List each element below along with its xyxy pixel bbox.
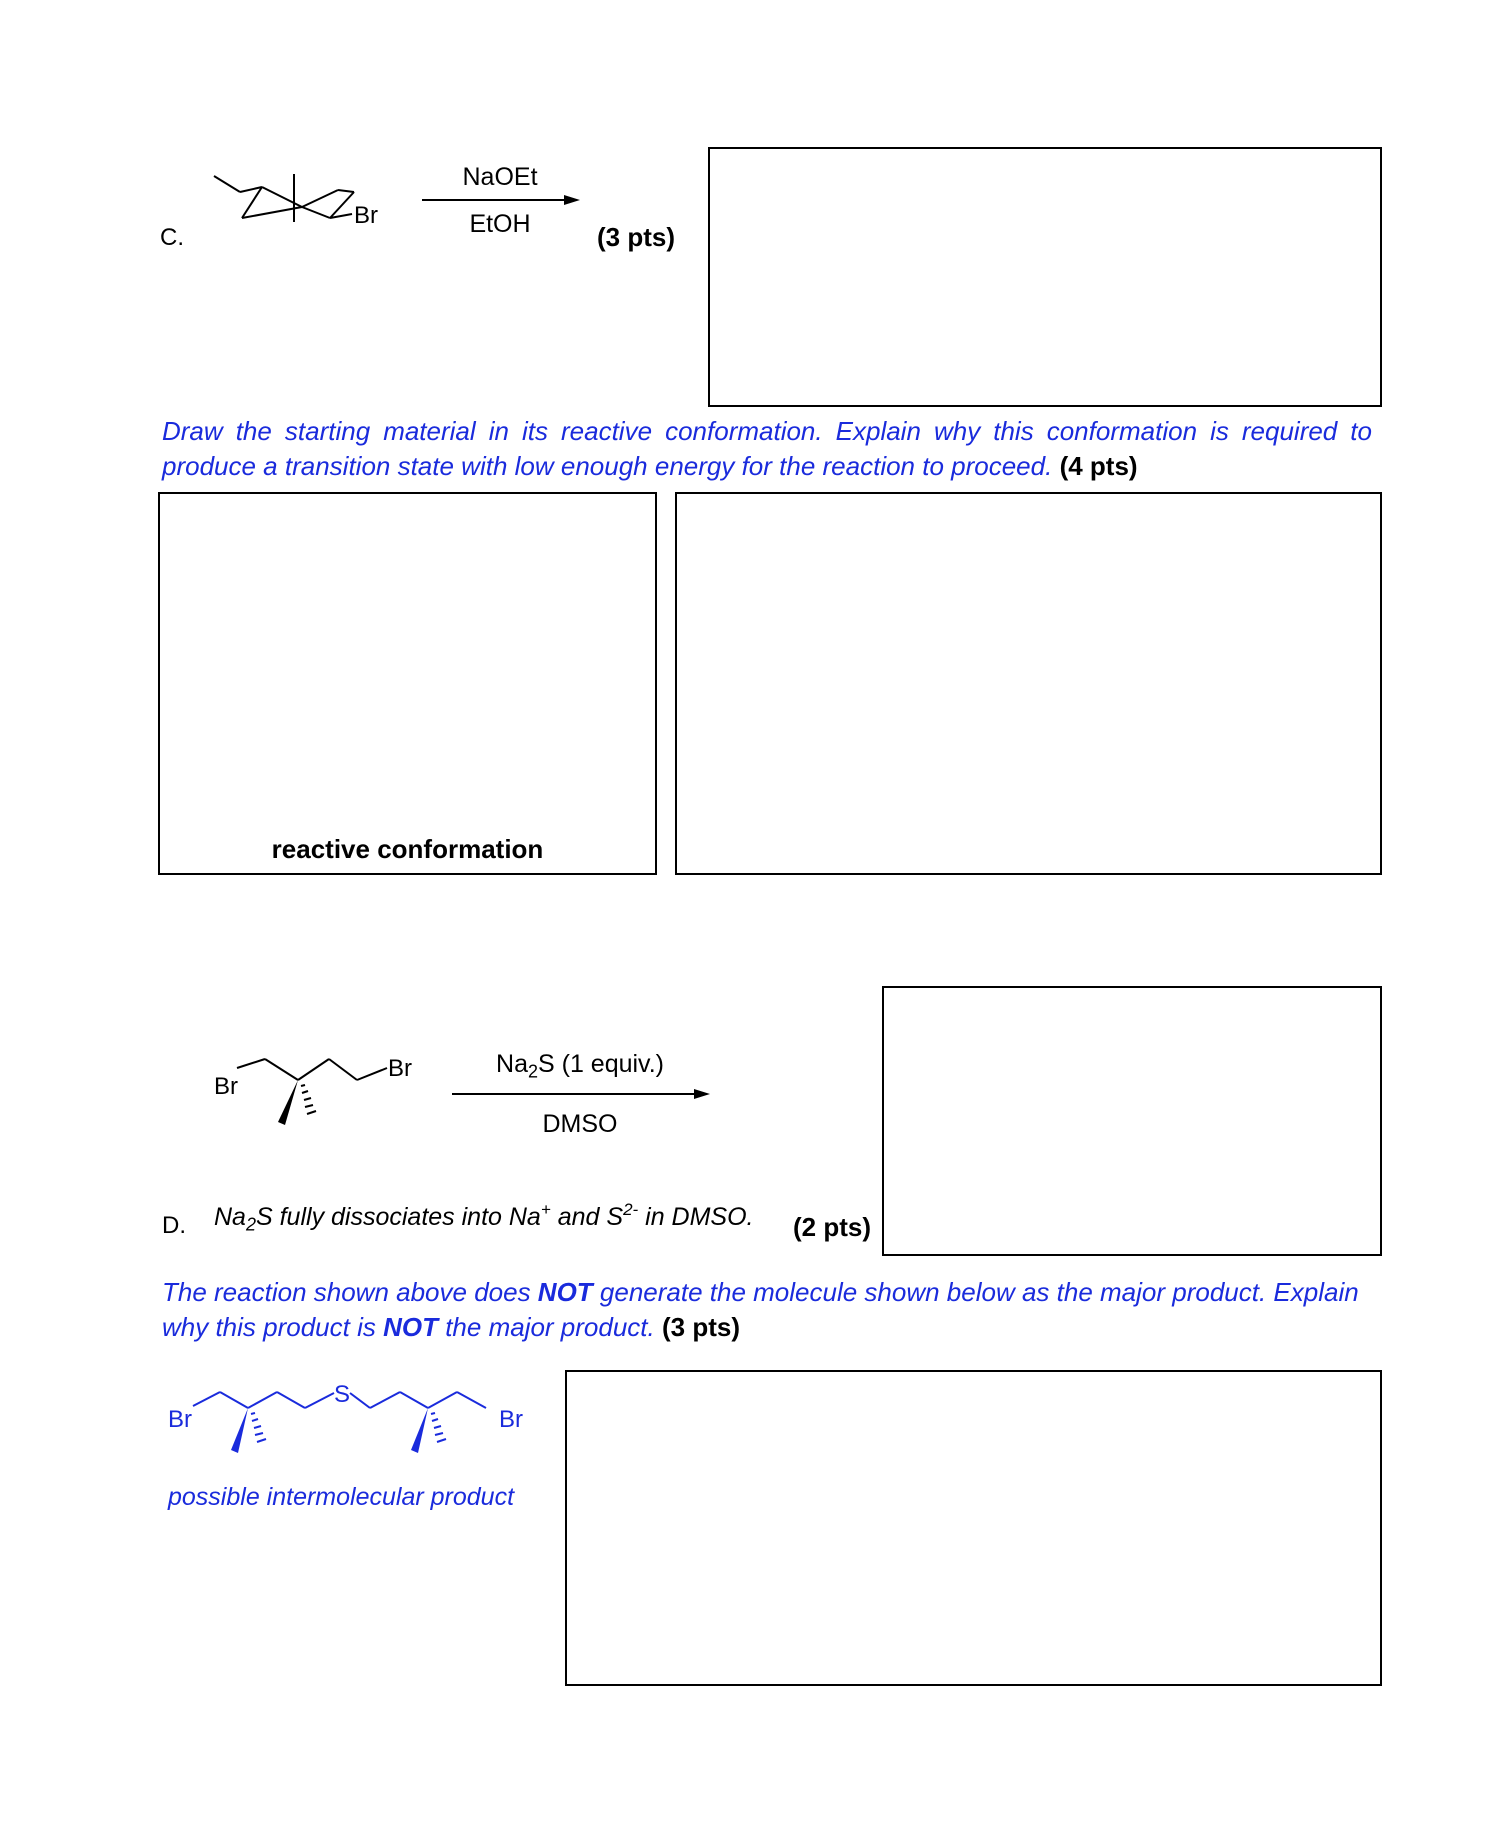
part-c-reagent: NaOEt	[462, 163, 538, 191]
part-d-reagent-tail: S (1 equiv.)	[538, 1050, 664, 1078]
part-c-question-points: (4 pts)	[1059, 451, 1138, 481]
product-sulfur: S	[334, 1381, 351, 1408]
part-c-reaction-arrow	[420, 193, 580, 207]
part-c-solvent: EtOH	[469, 210, 531, 238]
part-c-br-label: Br	[354, 202, 378, 229]
part-d-reagent-subscript: 2	[527, 1061, 538, 1082]
part-d-reagent-na: Na	[496, 1050, 528, 1078]
part-d-points: (2 pts)	[793, 1212, 871, 1242]
reactive-conformation-label: reactive conformation	[271, 834, 544, 864]
intermolecular-explanation-answer-box[interactable]	[565, 1370, 1382, 1686]
part-d-br-left: Br	[214, 1073, 238, 1100]
part-d-solvent: DMSO	[542, 1110, 618, 1138]
not-emphasis-1: NOT	[537, 1277, 593, 1307]
reactive-conformation-answer-box[interactable]	[158, 492, 657, 875]
part-c-question	[162, 414, 1372, 484]
part-d-starting-material	[205, 1040, 435, 1130]
part-d-label: D.	[162, 1212, 186, 1239]
part-d-question-points: (3 pts)	[662, 1312, 740, 1342]
part-d-question: The reaction shown above does NOT generate the molecule shown below as the major product. Explain why this product is NOT the major product. (3 pts)	[162, 1277, 1359, 1342]
part-c-product-answer-box[interactable]	[708, 147, 1382, 407]
part-c-label: C.	[160, 224, 184, 251]
conformation-explanation-answer-box[interactable]	[675, 492, 1382, 875]
part-d-reaction-arrow	[450, 1087, 710, 1101]
not-emphasis-2: NOT	[383, 1312, 438, 1342]
part-c-question-text: Draw the starting material in its reactive conformation. Explain why this conformation is required to produce a transition state with low enough energy for the reaction to proceed.	[162, 416, 1372, 481]
intermolecular-product-structure	[160, 1370, 540, 1470]
part-d-br-right: Br	[388, 1055, 412, 1082]
intermolecular-product-caption: possible intermolecular product	[168, 1483, 515, 1511]
part-d-note: $Na_2S$ fully dissociates into Na+ and $S^{2-}$ in DMSO.	[214, 1200, 754, 1235]
part-d-product-answer-box[interactable]	[882, 986, 1382, 1256]
part-d-reagent	[450, 1050, 710, 1082]
product-br-left: Br	[168, 1406, 192, 1433]
product-br-right: Br	[499, 1406, 523, 1433]
part-c-points: (3 pts)	[597, 222, 675, 252]
part-c-starting-material	[200, 160, 400, 250]
